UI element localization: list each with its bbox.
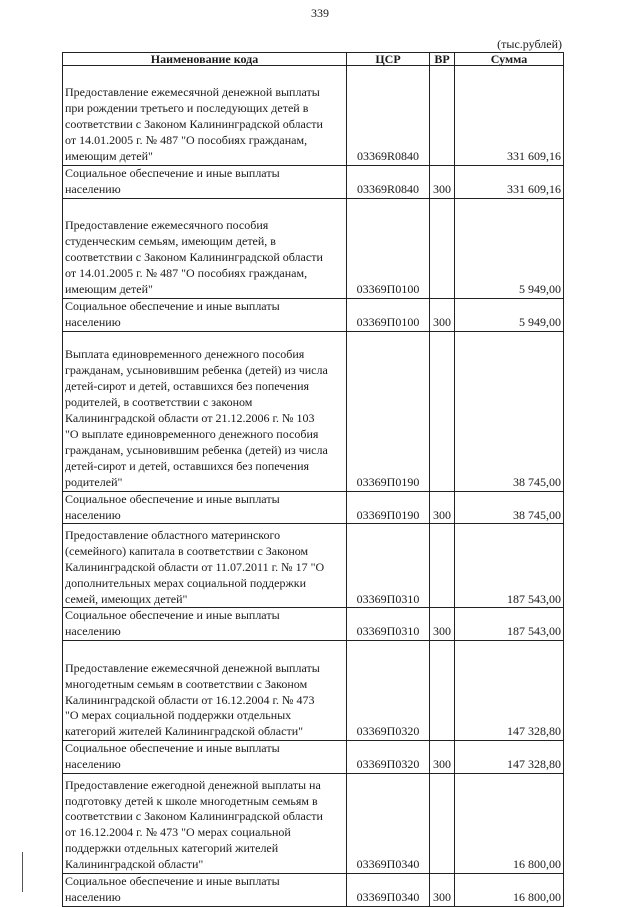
row-name-line: Выплата единовременного денежного пособия — [65, 347, 305, 362]
row-csr: 03369R0840 — [347, 66, 430, 166]
row-name-line: многодетным семьям в соответствии с Законом — [65, 676, 308, 691]
row-vr — [430, 198, 455, 298]
row-name — [63, 198, 347, 298]
table-row — [63, 331, 564, 491]
row-name-line: имеющим детей" — [65, 149, 153, 164]
row-name-line: Социальное обеспечение и иные выплаты — [65, 608, 280, 623]
row-sum: 147 328,80 — [455, 741, 564, 774]
row-name-line: студенческим семьям, имеющим детей, в — [65, 234, 276, 249]
row-name-line: "О мерах социальной поддержки отдельных — [65, 708, 292, 723]
row-sum: 187 543,00 — [455, 608, 564, 641]
table-row — [63, 66, 564, 166]
row-name — [63, 298, 347, 331]
row-name-line: соответствии с Законом Калининградской области — [65, 117, 323, 132]
row-name-line: Социальное обеспечение и иные выплаты — [65, 166, 280, 180]
row-name-line: населению — [65, 757, 121, 772]
row-name-line: Социальное обеспечение и иные выплаты — [65, 298, 280, 313]
row-name-line: Социальное обеспечение и иные выплаты — [65, 874, 280, 889]
row-name — [63, 166, 347, 199]
margin-line — [22, 852, 23, 892]
row-vr — [430, 641, 455, 741]
row-sum: 331 609,16 — [455, 66, 564, 166]
row-name-line: населению — [65, 624, 121, 639]
row-sum: 147 328,80 — [455, 641, 564, 741]
table-row — [63, 741, 564, 774]
header-vr: ВР — [430, 53, 455, 66]
row-sum: 5 949,00 — [455, 298, 564, 331]
row-name-line: "О выплате единовременного денежного пособия — [65, 427, 319, 441]
row-name — [63, 641, 347, 741]
row-name-line: населению — [65, 507, 121, 522]
row-name-line: соответствии с Законом Калининградской области — [65, 809, 323, 824]
row-csr: 03369П0190 — [347, 491, 430, 524]
row-csr: 03369П0190 — [347, 331, 430, 491]
row-name-line: поддержки отдельных категорий жителей — [65, 841, 279, 856]
row-vr: 300 — [430, 741, 455, 774]
row-name-line: (семейного) капитала в соответствии с Законом — [65, 543, 309, 558]
row-vr: 300 — [430, 874, 455, 907]
row-name-line: детей-сирот и детей, оставшихся без попечения — [65, 379, 310, 394]
row-vr — [430, 774, 455, 874]
row-name-line: имеющим детей" — [65, 281, 153, 296]
row-name-line: Калининградской области" — [65, 857, 204, 872]
row-vr: 300 — [430, 608, 455, 641]
row-name-line: детей-сирот и детей, оставшихся без попечения — [65, 458, 310, 473]
row-sum: 16 800,00 — [455, 874, 564, 907]
row-name — [63, 774, 347, 874]
row-name-line: Калининградской области от 11.07.2011 г. № 17 "О — [65, 559, 325, 574]
row-name-line: подготовку детей к школе многодетным семьям в — [65, 793, 318, 808]
header-name: Наименование кода — [63, 53, 347, 66]
header-sum: Сумма — [455, 53, 564, 66]
budget-table — [62, 52, 564, 907]
row-name-line: населению — [65, 314, 121, 329]
table-header-row — [63, 53, 564, 66]
row-csr: 03369П0340 — [347, 874, 430, 907]
row-vr — [430, 524, 455, 608]
row-csr: 03369П0320 — [347, 641, 430, 741]
row-vr — [430, 66, 455, 166]
row-name-line: населению — [65, 889, 121, 904]
row-name — [63, 491, 347, 524]
row-csr: 03369П0320 — [347, 741, 430, 774]
table-row — [63, 298, 564, 331]
row-sum: 16 800,00 — [455, 774, 564, 874]
row-name-line: Предоставление ежемесячной денежной выплаты — [65, 660, 320, 675]
row-csr: 03369П0100 — [347, 198, 430, 298]
row-name-line: Предоставление ежемесячной денежной выплаты — [65, 85, 320, 100]
table-row — [63, 198, 564, 298]
units-label: (тыс.рублей) — [497, 37, 562, 51]
row-name-line: Калининградской области от 16.12.2004 г. № 473 — [65, 692, 315, 707]
row-csr: 03369П0100 — [347, 298, 430, 331]
row-name — [63, 874, 347, 907]
table-row — [63, 524, 564, 608]
row-name-line: семей, имеющих детей" — [65, 591, 188, 606]
row-sum: 38 745,00 — [455, 491, 564, 524]
row-name-line: гражданам, усыновившим ребенка (детей) из числа — [65, 442, 328, 457]
page-number: 339 — [311, 6, 329, 20]
row-name-line: Социальное обеспечение и иные выплаты — [65, 741, 280, 756]
row-name-line: от 16.12.2004 г. № 473 "О мерах социальной — [65, 825, 291, 840]
row-name-line: Социальное обеспечение и иные выплаты — [65, 491, 280, 506]
table-row — [63, 491, 564, 524]
table-row — [63, 774, 564, 874]
table-body — [63, 66, 564, 907]
row-csr: 03369П0310 — [347, 608, 430, 641]
row-name-line: Предоставление ежемесячного пособия — [65, 218, 269, 233]
row-name-line: Предоставление ежегодной денежной выплаты на — [65, 777, 321, 792]
row-name-line: категорий жителей Калининградской области" — [65, 724, 304, 739]
row-name-line: при рождении третьего и последующих детей в — [65, 101, 309, 116]
row-vr: 300 — [430, 298, 455, 331]
row-vr: 300 — [430, 166, 455, 199]
row-name-line: от 14.01.2005 г. № 487 "О пособиях гражданам, — [65, 266, 308, 280]
table-row — [63, 166, 564, 199]
row-name-line: от 14.01.2005 г. № 487 "О пособиях гражданам, — [65, 133, 308, 148]
header-csr: ЦСР — [347, 53, 430, 66]
row-sum: 331 609,16 — [455, 166, 564, 199]
row-name-line: Предоставление областного материнского — [65, 527, 281, 542]
row-csr: 03369R0840 — [347, 166, 430, 199]
row-vr — [430, 331, 455, 491]
row-sum: 5 949,00 — [455, 198, 564, 298]
table-row — [63, 641, 564, 741]
row-csr: 03369П0340 — [347, 774, 430, 874]
row-name-line: родителей" — [65, 474, 123, 489]
row-name-line: гражданам, усыновившим ребенка (детей) из числа — [65, 363, 328, 378]
row-name-line: Калининградской области от 21.12.2006 г. № 103 — [65, 411, 315, 426]
table-row — [63, 874, 564, 907]
row-sum: 187 543,00 — [455, 524, 564, 608]
row-name-line: соответствии с Законом Калининградской области — [65, 250, 323, 265]
row-name-line: родителей, в соответствии с законом — [65, 395, 253, 410]
row-name-line: населению — [65, 181, 121, 196]
row-name — [63, 524, 347, 608]
table-row — [63, 608, 564, 641]
row-name — [63, 66, 347, 166]
row-vr: 300 — [430, 491, 455, 524]
row-name — [63, 741, 347, 774]
row-name — [63, 331, 347, 491]
row-sum: 38 745,00 — [455, 331, 564, 491]
row-name-line: дополнительных мерах социальной поддержки — [65, 575, 307, 590]
row-name — [63, 608, 347, 641]
row-csr: 03369П0310 — [347, 524, 430, 608]
